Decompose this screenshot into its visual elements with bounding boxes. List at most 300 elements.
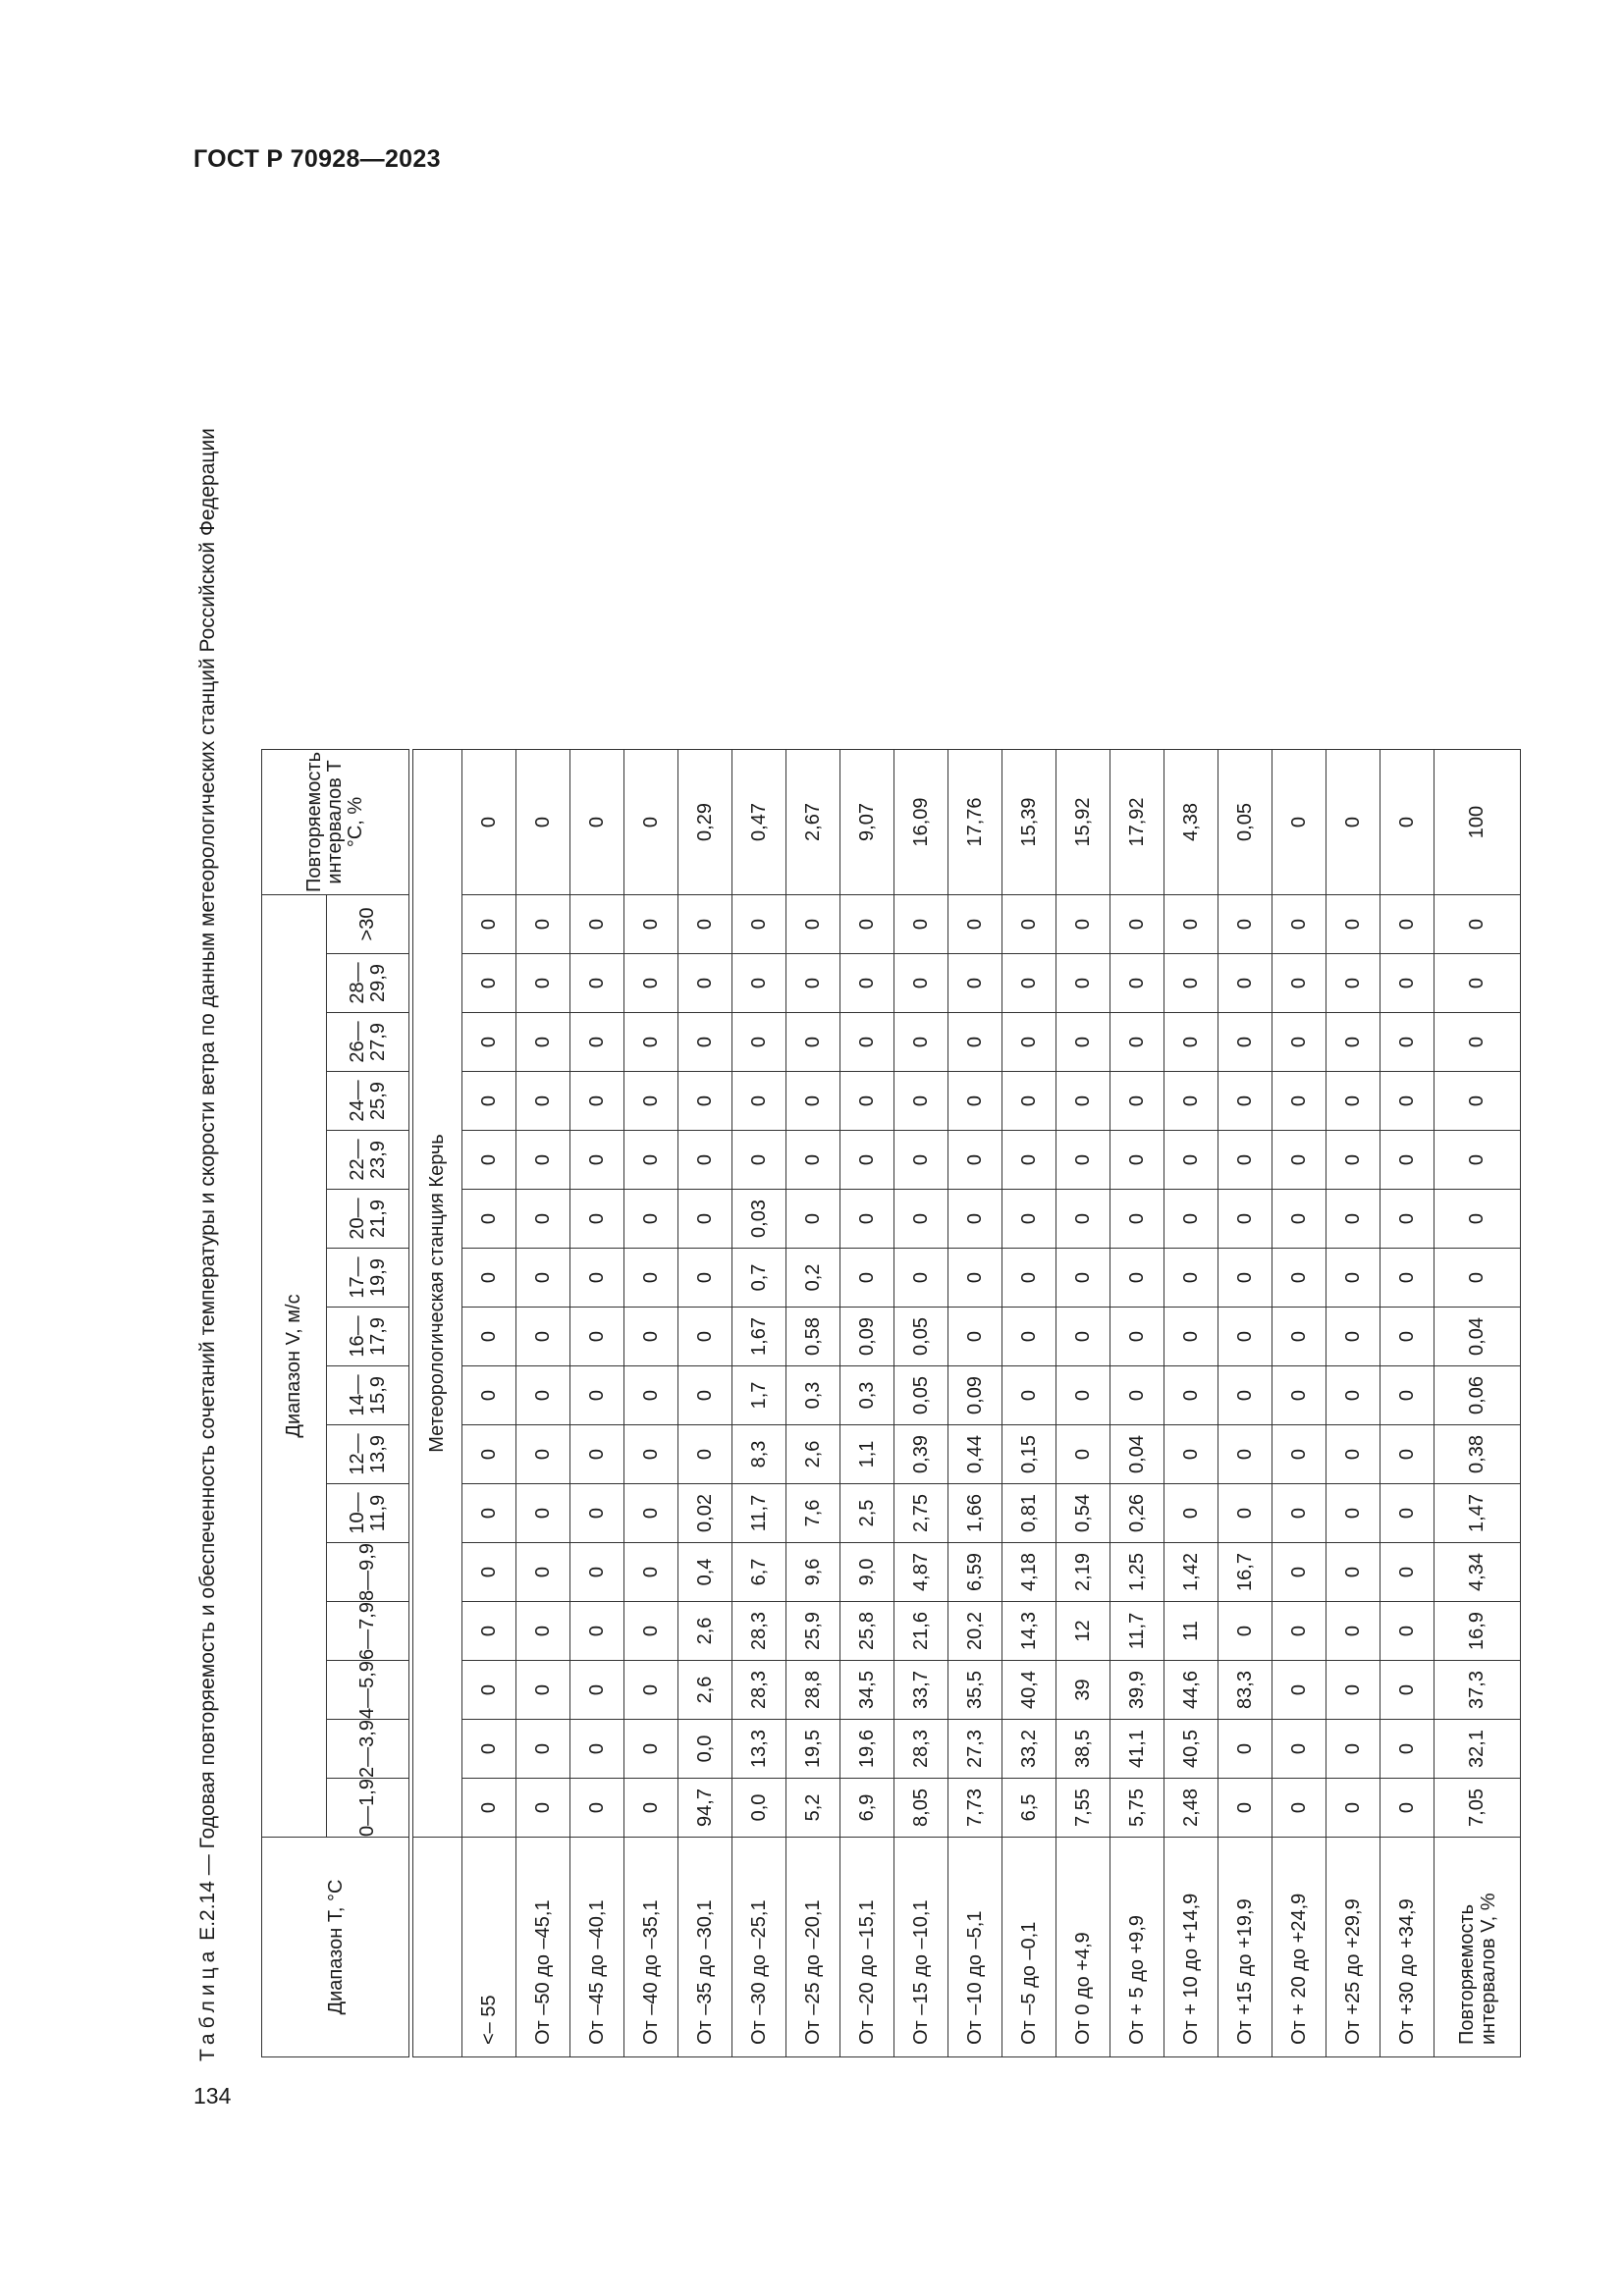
value-cell: 0 [1218, 1720, 1272, 1779]
value-cell: 0 [840, 1013, 894, 1072]
row-label: От –5 до –0,1 [1002, 1838, 1056, 2057]
value-cell: 0 [1218, 1072, 1272, 1131]
repeat-cell: 2,67 [786, 750, 840, 895]
value-cell: 0 [570, 1249, 624, 1308]
value-cell: 0 [462, 1779, 516, 1838]
value-cell: 0 [462, 1366, 516, 1425]
wind-range-header: 6—7,9 [327, 1602, 409, 1661]
value-cell: 0 [1380, 1072, 1435, 1131]
value-cell: 0 [732, 895, 786, 954]
value-cell: 11 [1164, 1602, 1218, 1661]
value-cell: 0 [1110, 1131, 1164, 1190]
station-row-spacer [413, 1838, 462, 2057]
header-repeat-t: Повторяемость интервалов T °С, % [262, 750, 409, 895]
value-cell: 0,81 [1002, 1484, 1056, 1543]
value-cell: 0 [1110, 895, 1164, 954]
value-cell: 0 [1218, 1131, 1272, 1190]
value-cell: 0 [1272, 1072, 1326, 1131]
value-cell: 0 [1218, 1366, 1272, 1425]
value-cell: 2,48 [1164, 1779, 1218, 1838]
value-cell: 0 [1164, 1425, 1218, 1484]
value-cell: 0 [1164, 1366, 1218, 1425]
repeat-cell: 0,05 [1218, 750, 1272, 895]
value-cell: 0 [570, 954, 624, 1013]
row-label: Повторяемость интервалов V, % [1435, 1838, 1521, 2057]
value-cell: 0 [678, 1131, 732, 1190]
value-cell: 0 [1218, 1425, 1272, 1484]
table-row [570, 750, 624, 2057]
table-row [1002, 750, 1056, 2057]
value-cell: 0 [570, 1543, 624, 1602]
value-cell: 32,1 [1435, 1720, 1521, 1779]
repeat-cell: 0 [1326, 750, 1380, 895]
value-cell: 0 [732, 1072, 786, 1131]
value-cell: 0,04 [1110, 1425, 1164, 1484]
header-wind-group: Диапазон V, м/с [262, 895, 327, 1838]
value-cell: 0,06 [1435, 1366, 1521, 1425]
value-cell: 6,59 [948, 1543, 1002, 1602]
value-cell: 0 [624, 1425, 678, 1484]
wind-range-header: 4—5,9 [327, 1661, 409, 1720]
value-cell: 1,7 [732, 1366, 786, 1425]
value-cell: 5,75 [1110, 1779, 1164, 1838]
value-cell: 0 [462, 1072, 516, 1131]
value-cell: 0 [732, 954, 786, 1013]
value-cell: 2,6 [786, 1425, 840, 1484]
value-cell: 0 [1218, 1013, 1272, 1072]
value-cell: 0 [570, 1661, 624, 1720]
value-cell: 12 [1056, 1602, 1110, 1661]
value-cell: 0 [624, 1131, 678, 1190]
value-cell: 0 [678, 1190, 732, 1249]
wind-range-header: 2—3,9 [327, 1720, 409, 1779]
value-cell: 0,26 [1110, 1484, 1164, 1543]
value-cell: 0 [1164, 1308, 1218, 1366]
value-cell: 9,6 [786, 1543, 840, 1602]
value-cell: 0 [1164, 1190, 1218, 1249]
value-cell: 0 [1002, 1013, 1056, 1072]
value-cell: 37,3 [1435, 1661, 1521, 1720]
value-cell: 0 [1326, 1190, 1380, 1249]
value-cell: 0 [1110, 1072, 1164, 1131]
value-cell: 0 [516, 1308, 570, 1366]
wind-range-header: 14—15,9 [327, 1366, 409, 1425]
value-cell: 28,3 [894, 1720, 948, 1779]
value-cell: 21,6 [894, 1602, 948, 1661]
repeat-cell: 9,07 [840, 750, 894, 895]
value-cell: 0 [678, 1425, 732, 1484]
repeat-cell: 16,09 [894, 750, 948, 895]
row-label: От + 5 до +9,9 [1110, 1838, 1164, 2057]
value-cell: 0 [786, 1131, 840, 1190]
value-cell: 0 [948, 1013, 1002, 1072]
value-cell: 28,3 [732, 1602, 786, 1661]
repeat-cell: 0 [516, 750, 570, 895]
repeat-cell: 100 [1435, 750, 1521, 895]
caption-label: Таблица [196, 1946, 219, 2061]
value-cell: 0 [570, 1308, 624, 1366]
value-cell: 0 [1272, 895, 1326, 954]
value-cell: 0 [678, 1366, 732, 1425]
repeat-cell: 0 [624, 750, 678, 895]
value-cell: 35,5 [948, 1661, 1002, 1720]
value-cell: 0,58 [786, 1308, 840, 1366]
value-cell: 0 [1326, 954, 1380, 1013]
value-cell: 14,3 [1002, 1602, 1056, 1661]
value-cell: 19,5 [786, 1720, 840, 1779]
value-cell: 0 [1272, 1190, 1326, 1249]
wind-range-header: 16—17,9 [327, 1308, 409, 1366]
row-label: От –20 до –15,1 [840, 1838, 894, 2057]
value-cell: 16,7 [1218, 1543, 1272, 1602]
value-cell: 0 [678, 1072, 732, 1131]
value-cell: 0 [1056, 1072, 1110, 1131]
value-cell: 0 [1272, 1366, 1326, 1425]
value-cell: 16,9 [1435, 1602, 1521, 1661]
value-cell: 33,7 [894, 1661, 948, 1720]
value-cell: 7,55 [1056, 1779, 1110, 1838]
value-cell: 7,6 [786, 1484, 840, 1543]
value-cell: 0 [1272, 1602, 1326, 1661]
value-cell: 0 [1164, 1013, 1218, 1072]
value-cell: 0 [624, 1779, 678, 1838]
value-cell: 0 [1272, 1720, 1326, 1779]
value-cell: 0 [1218, 895, 1272, 954]
value-cell: 0,39 [894, 1425, 948, 1484]
value-cell: 4,87 [894, 1543, 948, 1602]
value-cell: 0 [624, 1308, 678, 1366]
value-cell: 0 [1002, 1249, 1056, 1308]
value-cell: 7,73 [948, 1779, 1002, 1838]
value-cell: 0 [840, 895, 894, 954]
value-cell: 0 [678, 1249, 732, 1308]
value-cell: 0 [1272, 1779, 1326, 1838]
repeat-cell: 15,92 [1056, 750, 1110, 895]
value-cell: 0 [948, 895, 1002, 954]
value-cell: 0 [1380, 1425, 1435, 1484]
value-cell: 0 [1272, 1249, 1326, 1308]
rotated-table-block [194, 196, 1499, 2061]
value-cell: 0 [462, 1484, 516, 1543]
value-cell: 0 [1435, 1190, 1521, 1249]
wind-range-header: 12—13,9 [327, 1425, 409, 1484]
value-cell: 0 [948, 1072, 1002, 1131]
value-cell: 0 [1435, 895, 1521, 954]
value-cell: 0 [624, 1543, 678, 1602]
value-cell: 0 [840, 954, 894, 1013]
value-cell: 0 [624, 1072, 678, 1131]
value-cell: 0 [678, 895, 732, 954]
value-cell: 94,7 [678, 1779, 732, 1838]
value-cell: 0 [1056, 1366, 1110, 1425]
value-cell: 0 [948, 954, 1002, 1013]
value-cell: 0 [1380, 1779, 1435, 1838]
value-cell: 0 [1002, 1190, 1056, 1249]
value-cell: 0 [1435, 1249, 1521, 1308]
value-cell: 0 [1056, 1425, 1110, 1484]
value-cell: 0 [948, 1190, 1002, 1249]
value-cell: 39,9 [1110, 1661, 1164, 1720]
value-cell: 0 [732, 1131, 786, 1190]
value-cell: 0 [786, 1190, 840, 1249]
value-cell: 28,8 [786, 1661, 840, 1720]
table-row [1380, 750, 1435, 2057]
value-cell: 0 [894, 1190, 948, 1249]
value-cell: 0 [1326, 1602, 1380, 1661]
row-label: От +30 до +34,9 [1380, 1838, 1435, 2057]
value-cell: 0,4 [678, 1543, 732, 1602]
value-cell: 25,8 [840, 1602, 894, 1661]
value-cell: 0 [894, 954, 948, 1013]
station-row [413, 750, 462, 2057]
value-cell: 0 [1272, 1543, 1326, 1602]
table-row [948, 750, 1002, 2057]
value-cell: 0,09 [948, 1366, 1002, 1425]
value-cell: 0 [516, 1249, 570, 1308]
value-cell: 0 [1380, 1484, 1435, 1543]
value-cell: 0 [840, 1249, 894, 1308]
value-cell: 25,9 [786, 1602, 840, 1661]
value-cell: 0,38 [1435, 1425, 1521, 1484]
value-cell: 0 [1380, 1543, 1435, 1602]
value-cell: 39 [1056, 1661, 1110, 1720]
value-cell: 0 [1056, 1190, 1110, 1249]
value-cell: 0 [624, 954, 678, 1013]
value-cell: 0 [1164, 1484, 1218, 1543]
value-cell: 0 [1326, 1013, 1380, 1072]
row-label: От 0 до +4,9 [1056, 1838, 1110, 2057]
repeat-cell: 0,47 [732, 750, 786, 895]
value-cell: 0 [1110, 1249, 1164, 1308]
value-cell: 0,3 [840, 1366, 894, 1425]
table-row [840, 750, 894, 2057]
value-cell: 0 [570, 1779, 624, 1838]
value-cell: 0 [462, 1308, 516, 1366]
value-cell: 0 [516, 1072, 570, 1131]
value-cell: 0,44 [948, 1425, 1002, 1484]
value-cell: 0 [1380, 1013, 1435, 1072]
value-cell: 0,3 [786, 1366, 840, 1425]
value-cell: 0,7 [732, 1249, 786, 1308]
value-cell: 0 [1380, 1131, 1435, 1190]
value-cell: 0 [570, 1425, 624, 1484]
value-cell: 0 [516, 1779, 570, 1838]
value-cell: 0 [1326, 1308, 1380, 1366]
repeat-cell: 17,92 [1110, 750, 1164, 895]
value-cell: 0 [516, 1131, 570, 1190]
value-cell: 0 [894, 1131, 948, 1190]
value-cell: 0 [1002, 1308, 1056, 1366]
value-cell: 0 [1218, 1190, 1272, 1249]
value-cell: 1,47 [1435, 1484, 1521, 1543]
row-label: От + 20 до +24,9 [1272, 1838, 1326, 2057]
value-cell: 0 [1435, 1013, 1521, 1072]
value-cell: 0,54 [1056, 1484, 1110, 1543]
value-cell: 33,2 [1002, 1720, 1056, 1779]
value-cell: 0 [1164, 1249, 1218, 1308]
value-cell: 0 [1326, 1366, 1380, 1425]
value-cell: 6,7 [732, 1543, 786, 1602]
value-cell: 0 [516, 895, 570, 954]
value-cell: 13,3 [732, 1720, 786, 1779]
value-cell: 0 [1056, 1308, 1110, 1366]
value-cell: 0 [1435, 1131, 1521, 1190]
value-cell: 0 [786, 1072, 840, 1131]
value-cell: 0 [732, 1013, 786, 1072]
value-cell: 0 [1218, 1484, 1272, 1543]
value-cell: 0 [786, 895, 840, 954]
row-label: От –30 до –25,1 [732, 1838, 786, 2057]
value-cell: 44,6 [1164, 1661, 1218, 1720]
wind-range-header: 10—11,9 [327, 1484, 409, 1543]
value-cell: 0 [678, 954, 732, 1013]
value-cell: 0,0 [678, 1720, 732, 1779]
value-cell: 0 [516, 1366, 570, 1425]
table-row [1164, 750, 1218, 2057]
value-cell: 0 [894, 1249, 948, 1308]
value-cell: 0 [1380, 1720, 1435, 1779]
value-cell: 2,19 [1056, 1543, 1110, 1602]
value-cell: 28,3 [732, 1661, 786, 1720]
page-number: 134 [193, 2083, 232, 2109]
table-row [516, 750, 570, 2057]
value-cell: 4,34 [1435, 1543, 1521, 1602]
value-cell: 41,1 [1110, 1720, 1164, 1779]
value-cell: 0 [1326, 1484, 1380, 1543]
value-cell: 0,02 [678, 1484, 732, 1543]
value-cell: 0 [516, 954, 570, 1013]
value-cell: 0 [1002, 1072, 1056, 1131]
repeat-cell: 15,39 [1002, 750, 1056, 895]
value-cell: 0 [1380, 954, 1435, 1013]
value-cell: 0 [678, 1308, 732, 1366]
row-label: От –35 до –30,1 [678, 1838, 732, 2057]
value-cell: 0 [516, 1602, 570, 1661]
value-cell: 0 [1110, 1308, 1164, 1366]
value-cell: 0 [1164, 954, 1218, 1013]
wind-range-header: 28—29,9 [327, 954, 409, 1013]
value-cell: 0 [1272, 1013, 1326, 1072]
value-cell: 0 [624, 1190, 678, 1249]
value-cell: 0,05 [894, 1366, 948, 1425]
value-cell: 6,5 [1002, 1779, 1056, 1838]
value-cell: 0 [1326, 1249, 1380, 1308]
value-cell: 0 [1002, 954, 1056, 1013]
row-label: От –40 до –35,1 [624, 1838, 678, 2057]
value-cell: 0 [894, 1013, 948, 1072]
value-cell: 83,3 [1218, 1661, 1272, 1720]
value-cell: 0 [678, 1013, 732, 1072]
value-cell: 0 [624, 895, 678, 954]
row-label: От –10 до –5,1 [948, 1838, 1002, 2057]
value-cell: 0 [1110, 954, 1164, 1013]
value-cell: 0 [462, 1425, 516, 1484]
table-row [1272, 750, 1326, 2057]
table-row [1218, 750, 1272, 2057]
repeat-cell: 0 [1380, 750, 1435, 895]
value-cell: 0 [1435, 1072, 1521, 1131]
value-cell: 0 [570, 1602, 624, 1661]
caption-text: — Годовая повторяемость и обеспеченность сочетаний температуры и скорости ветра по данным метеорологических станций Российской Федерации [196, 428, 219, 1876]
value-cell: 0 [894, 1072, 948, 1131]
value-cell: 0 [462, 1249, 516, 1308]
value-cell: 0 [516, 1190, 570, 1249]
caption-number: Е.2.14 [196, 1881, 219, 1941]
value-cell: 0 [1218, 1602, 1272, 1661]
table-row [732, 750, 786, 2057]
value-cell: 19,6 [840, 1720, 894, 1779]
value-cell: 0 [624, 1602, 678, 1661]
row-label: От +15 до +19,9 [1218, 1838, 1272, 2057]
value-cell: 8,3 [732, 1425, 786, 1484]
value-cell: 0 [948, 1131, 1002, 1190]
value-cell: 0 [624, 1366, 678, 1425]
value-cell: 0 [516, 1661, 570, 1720]
value-cell: 0 [1164, 1131, 1218, 1190]
value-cell: 11,7 [732, 1484, 786, 1543]
value-cell: 0 [786, 954, 840, 1013]
value-cell: 27,3 [948, 1720, 1002, 1779]
value-cell: 7,05 [1435, 1779, 1521, 1838]
value-cell: 0 [1326, 1661, 1380, 1720]
value-cell: 0 [462, 954, 516, 1013]
value-cell: 0 [516, 1425, 570, 1484]
value-cell: 0 [624, 1661, 678, 1720]
value-cell: 0 [1272, 1661, 1326, 1720]
repeat-cell: 0 [1272, 750, 1326, 895]
value-cell: 0 [516, 1484, 570, 1543]
value-cell: 0 [462, 1661, 516, 1720]
value-cell: 40,5 [1164, 1720, 1218, 1779]
value-cell: 0 [624, 1013, 678, 1072]
table-row [678, 750, 732, 2057]
row-label: От –45 до –40,1 [570, 1838, 624, 2057]
header-temp-range: Диапазон T, °С [262, 1838, 409, 2057]
total-row [1435, 750, 1521, 2057]
value-cell: 0 [570, 1720, 624, 1779]
value-cell: 0 [1326, 1779, 1380, 1838]
value-cell: 0 [1164, 1072, 1218, 1131]
repeat-cell: 0 [462, 750, 516, 895]
row-label: От –15 до –10,1 [894, 1838, 948, 2057]
value-cell: 1,42 [1164, 1543, 1218, 1602]
row-label: От –50 до –45,1 [516, 1838, 570, 2057]
value-cell: 0 [1326, 1543, 1380, 1602]
row-label: От +25 до +29,9 [1326, 1838, 1380, 2057]
value-cell: 0 [1164, 895, 1218, 954]
value-cell: 0 [1380, 1190, 1435, 1249]
value-cell: 0 [1002, 895, 1056, 954]
repeat-cell: 0 [570, 750, 624, 895]
value-cell: 38,5 [1056, 1720, 1110, 1779]
value-cell: 0 [570, 1366, 624, 1425]
value-cell: 0 [1218, 1308, 1272, 1366]
value-cell: 0 [570, 1484, 624, 1543]
value-cell: 0 [840, 1072, 894, 1131]
wind-range-header: 22—23,9 [327, 1131, 409, 1190]
value-cell: 0 [516, 1543, 570, 1602]
table-row [624, 750, 678, 2057]
table-body [413, 750, 1521, 2057]
value-cell: 0 [1110, 1366, 1164, 1425]
value-cell: 0 [1326, 1131, 1380, 1190]
value-cell: 0 [1272, 1425, 1326, 1484]
value-cell: 0,05 [894, 1308, 948, 1366]
value-cell: 6,9 [840, 1779, 894, 1838]
value-cell: 0 [1380, 1366, 1435, 1425]
value-cell: 0 [462, 895, 516, 954]
value-cell: 0 [1326, 1720, 1380, 1779]
